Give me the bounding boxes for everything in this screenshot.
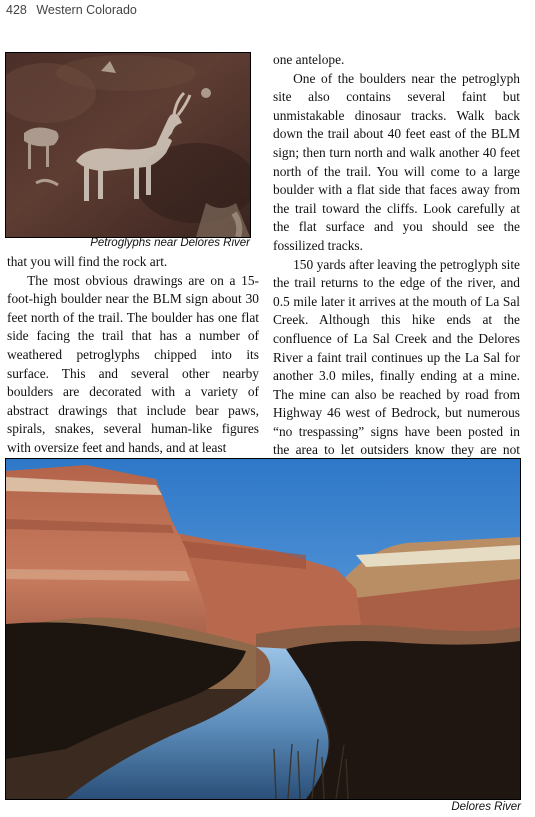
bottom-photo-caption: Delores River xyxy=(451,801,521,813)
river-photo xyxy=(5,458,521,800)
river-image xyxy=(6,459,520,799)
right-text-column xyxy=(273,51,520,479)
top-photo-caption: Petroglyphs near Delores River xyxy=(90,237,250,249)
petroglyph-image xyxy=(6,53,250,237)
petroglyph-photo xyxy=(5,52,251,238)
left-text-column xyxy=(7,253,259,458)
paragraph: 150 yards after leaving the petroglyph site the trail returns to the edge of the river, and 0.5 mile later it arrives at the mouth of La Sal Creek. Although this hike ends at the confluence of La Sal Creek and the Delores River a faint trail continues up the La Sal for another 3.0 miles, finally ending at a mine. The mine can also be reached by road from Highway 46 west of Bedrock, but numerous “no trespassing” signs have been posted in the area to let outsiders know they are not xyxy=(273,256,520,458)
paragraph: that you will find the rock art. xyxy=(7,254,168,269)
paragraph: one antelope. xyxy=(273,52,345,67)
page-number: 428 xyxy=(6,3,27,17)
paragraph: One of the boulders near the petroglyph site also contains several faint but unmistakable dinosaur tracks. Walk back down the trail about 40 feet east of the BLM sign; then turn north and walk another 40 feet north of the trail. You will come to a large boulder with a flat side that faces away from the trail toward the cliffs. Look carefully at the flat surface and you should see the fossilized tracks. xyxy=(273,70,520,253)
paragraph: The most obvious drawings are on a 15-foot-high boulder near the BLM sign about 30 feet north of the trail. The boulder has one flat side facing the trail that has a number of weathered petroglyphs chipped into its surface. This and several other nearby boulders are decorated with a variety of abstract drawings that include bear paws, spirals, snakes, several human-like figures with oversize feet and hands, and at least xyxy=(7,272,259,455)
section-title: Western Colorado xyxy=(36,3,137,17)
running-header xyxy=(6,3,137,17)
